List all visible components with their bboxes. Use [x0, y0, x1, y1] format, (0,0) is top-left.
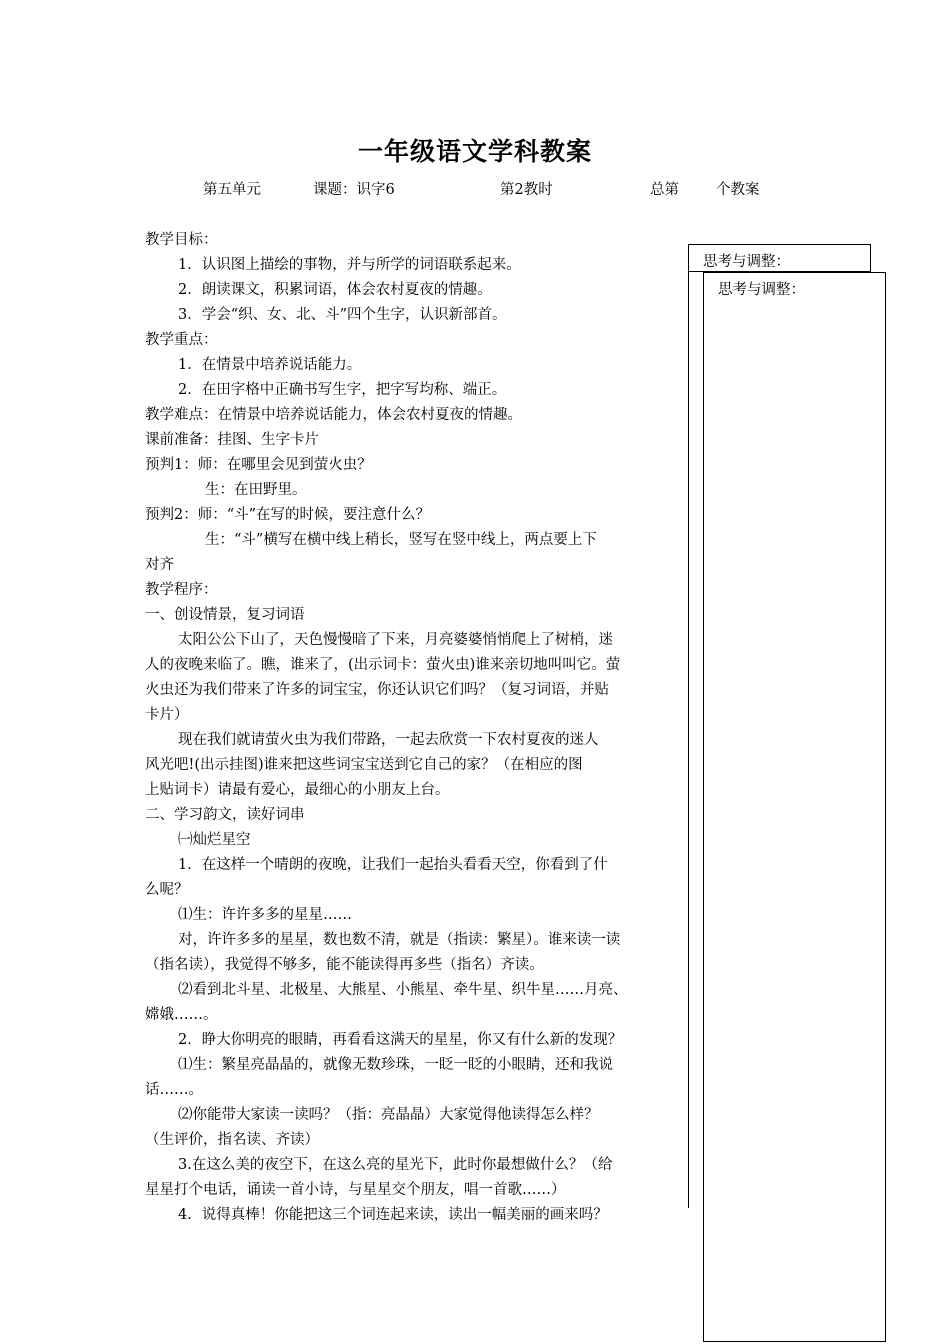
heading-objectives: 教学目标： [145, 232, 218, 248]
objective-item: 2．朗读课文，积累词语，体会农村夏夜的情趣。 [178, 282, 492, 298]
text-line: 星星打个电话，诵读一首小诗，与星星交个朋友，唱一首歌……） [145, 1182, 566, 1198]
prediction-line: 预判1：师：在哪里会见到萤火虫？ [145, 457, 372, 473]
header-unit: 第五单元 [203, 182, 261, 198]
header-total-suffix: 个教案 [716, 182, 760, 198]
notes-label: 思考与调整： [718, 282, 805, 298]
subsection-heading: ㈠灿烂星空 [178, 832, 251, 848]
text-line: 1．在这样一个晴朗的夜晚，让我们一起抬头看看天空，你看到了什 [178, 857, 608, 873]
document-title: 一年级语文学科教案 [357, 137, 592, 166]
objective-item: 1．认识图上描绘的事物，并与所学的词语联系起来。 [178, 257, 521, 273]
key-point-item: 2．在田字格中正确书写生字，把字写均称、端正。 [178, 382, 507, 398]
notes-box-top [688, 244, 871, 272]
text-line: 人的夜晚来临了。瞧，谁来了，(出示词卡：萤火虫)谁来亲切地叫叫它。萤 [145, 657, 621, 673]
text-line: 2．睁大你明亮的眼睛，再看看这满天的星星，你又有什么新的发现？ [178, 1032, 623, 1048]
heading-key-points: 教学重点： [145, 332, 218, 348]
text-line: 太阳公公下山了，天色慢慢暗了下来，月亮婆婆悄悄爬上了树梢，迷 [178, 632, 613, 648]
header-topic: 课题：识字6 [313, 182, 395, 198]
section-heading: 一、创设情景，复习词语 [145, 607, 305, 623]
text-line: 上贴词卡）请最有爱心，最细心的小朋友上台。 [145, 782, 450, 798]
key-point-item: 1．在情景中培养说话能力。 [178, 357, 362, 373]
text-line: 现在我们就请萤火虫为我们带路，一起去欣赏一下农村夏夜的迷人 [178, 732, 599, 748]
text-line: 4．说得真棒！你能把这三个词连起来读，读出一幅美丽的画来吗？ [178, 1207, 608, 1223]
prediction-line: 预判2：师：“斗”在写的时候，要注意什么？ [145, 507, 431, 523]
text-line: 风光吧!(出示挂图)谁来把这些词宝宝送到它自己的家？（在相应的图 [145, 757, 583, 773]
text-line: 么呢？ [145, 882, 189, 898]
prediction-answer: 生：“斗”横写在横中线上稍长，竖写在竖中线上，两点要上下 [205, 532, 597, 548]
prediction-answer: 生：在田野里。 [205, 482, 307, 498]
text-line: ⑵你能带大家读一读吗？（指：亮晶晶）大家觉得他读得怎么样？ [178, 1107, 599, 1123]
text-line: ⑵看到北斗星、北极星、大熊星、小熊星、牵牛星、织牛星……月亮、 [178, 982, 628, 998]
lesson-body [145, 228, 685, 1228]
text-line: ⑴生：繁星亮晶晶的，就像无数珍珠，一眨一眨的小眼睛，还和我说 [178, 1057, 613, 1073]
difficulty-line: 教学难点：在情景中培养说话能力，体会农村夏夜的情趣。 [145, 407, 522, 423]
text-line: 对齐 [145, 557, 174, 573]
header-total-prefix: 总第 [650, 182, 679, 198]
notes-label: 思考与调整： [703, 254, 790, 270]
notes-divider-line [688, 270, 689, 1208]
text-line: 火虫还为我们带来了许多的词宝宝，你还认识它们吗？（复习词语，并贴 [145, 682, 609, 698]
text-line: ⑴生：许许多多的星星…… [178, 907, 352, 923]
notes-box-main [703, 272, 886, 1342]
preparation-line: 课前准备：挂图、生字卡片 [145, 432, 319, 448]
text-line: （生评价，指名读、齐读） [145, 1132, 319, 1148]
section-heading: 二、学习韵文，读好词串 [145, 807, 305, 823]
objective-item: 3．学会“织、女、北、斗”四个生字，认识新部首。 [178, 307, 507, 323]
text-line: 卡片） [145, 707, 189, 723]
heading-procedure: 教学程序： [145, 582, 218, 598]
text-line: 3.在这么美的夜空下，在这么亮的星光下，此时你最想做什么？（给 [178, 1157, 613, 1173]
header-period: 第2教时 [500, 182, 553, 198]
text-line: （指名读），我觉得不够多，能不能读得再多些（指名）齐读。 [145, 957, 544, 973]
text-line: 话……。 [145, 1082, 203, 1098]
text-line: 对，许许多多的星星，数也数不清，就是（指读：繁星）。谁来读一读 [178, 932, 621, 948]
text-line: 嫦娥……。 [145, 1007, 218, 1023]
